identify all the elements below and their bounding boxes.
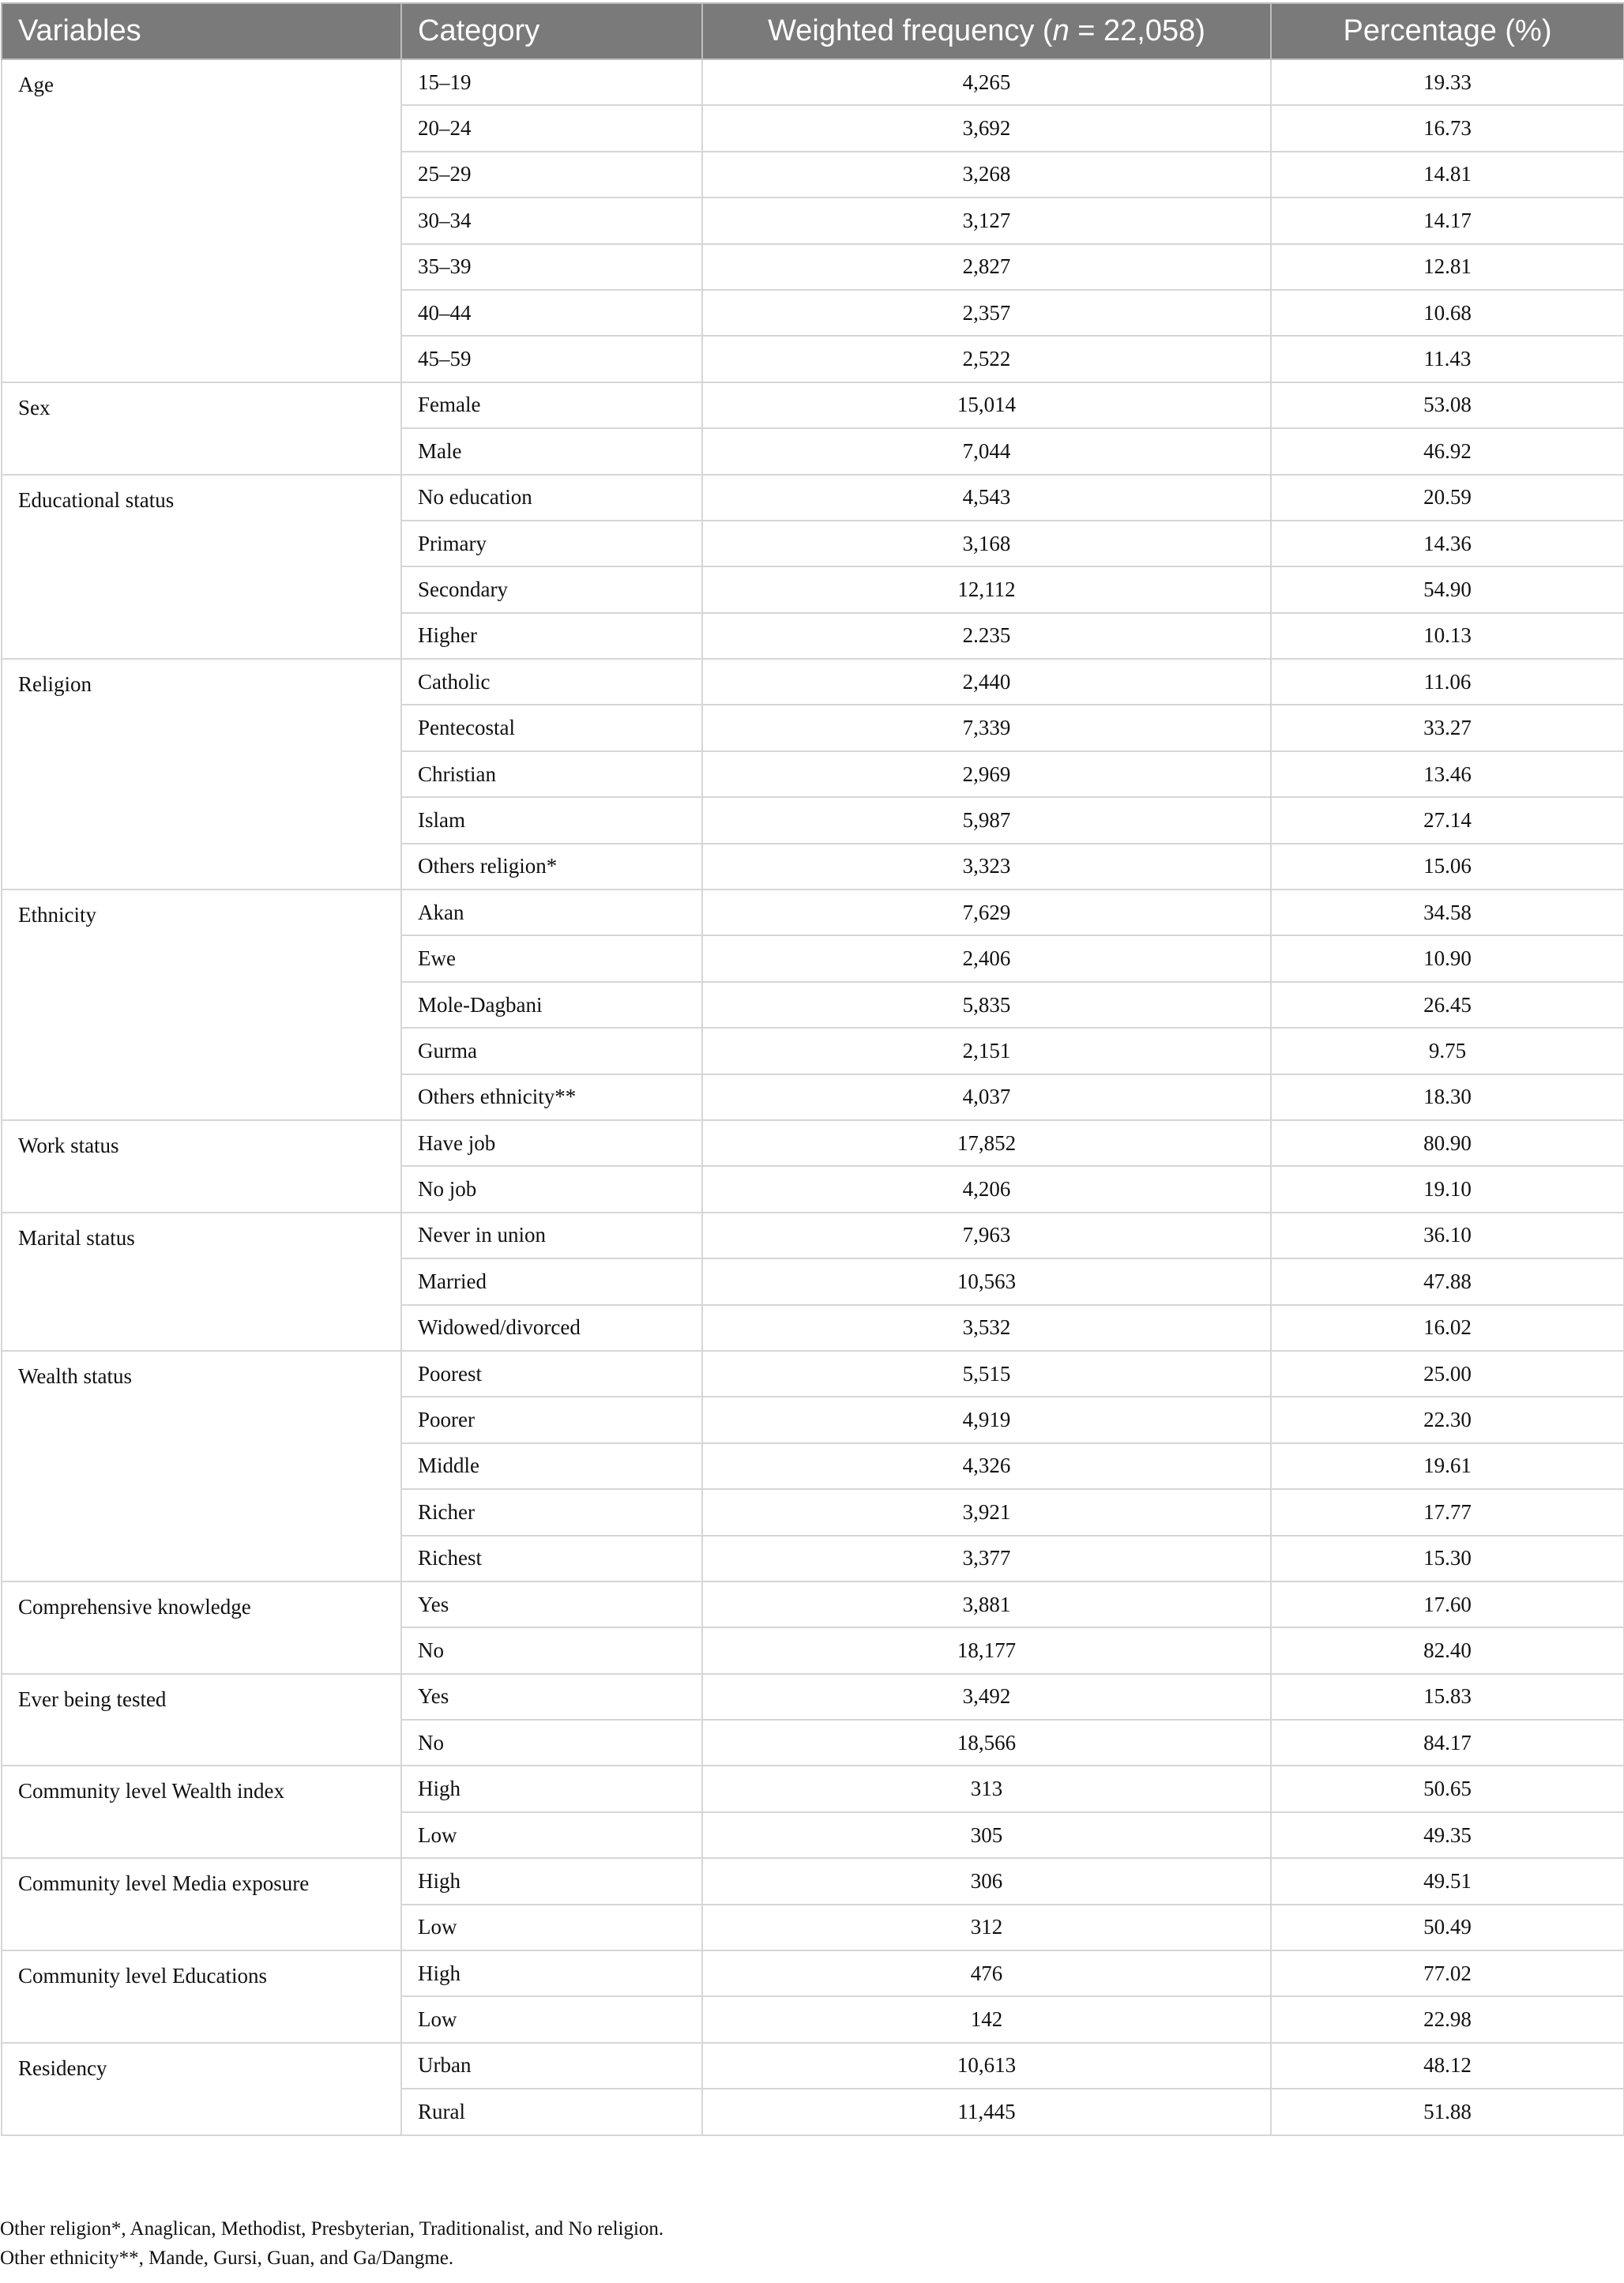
category-cell: 45–59	[401, 336, 702, 382]
frequency-cell: 2,151	[702, 1028, 1271, 1074]
percentage-cell: 16.02	[1271, 1305, 1624, 1351]
percentage-cell: 14.17	[1271, 197, 1624, 243]
table-row	[2, 1351, 1624, 1397]
percentage-cell: 51.88	[1271, 2089, 1624, 2134]
category-cell: Poorest	[401, 1351, 702, 1397]
category-cell: Male	[401, 428, 702, 474]
variable-cell: Comprehensive knowledge	[2, 1582, 401, 1674]
percentage-cell: 12.81	[1271, 244, 1624, 290]
frequency-cell: 7,963	[702, 1213, 1271, 1258]
percentage-cell: 49.51	[1271, 1858, 1624, 1904]
category-cell: Yes	[401, 1674, 702, 1720]
frequency-cell: 10,563	[702, 1258, 1271, 1304]
header-percentage: Percentage (%)	[1271, 3, 1624, 59]
frequency-cell: 3,492	[702, 1674, 1271, 1720]
category-cell: Rural	[401, 2089, 702, 2134]
category-cell: 15–19	[401, 59, 702, 105]
frequency-cell: 2,357	[702, 290, 1271, 336]
frequency-cell: 5,987	[702, 797, 1271, 843]
table-row	[2, 890, 1624, 935]
percentage-cell: 20.59	[1271, 475, 1624, 521]
percentage-cell: 22.30	[1271, 1397, 1624, 1442]
frequency-cell: 4,206	[702, 1166, 1271, 1212]
table-row	[2, 382, 1624, 428]
percentage-cell: 36.10	[1271, 1213, 1624, 1258]
category-cell: Secondary	[401, 566, 702, 612]
category-cell: Gurma	[401, 1028, 702, 1074]
frequency-cell: 4,265	[702, 59, 1271, 105]
frequency-cell: 476	[702, 1950, 1271, 1996]
header-category: Category	[401, 3, 702, 59]
percentage-cell: 19.61	[1271, 1443, 1624, 1489]
percentage-cell: 18.30	[1271, 1074, 1624, 1120]
frequency-cell: 2,827	[702, 244, 1271, 290]
variable-cell: Age	[2, 59, 401, 382]
variable-cell: Residency	[2, 2043, 401, 2135]
table-row	[2, 1766, 1624, 1811]
percentage-cell: 19.10	[1271, 1166, 1624, 1212]
category-cell: 25–29	[401, 152, 702, 197]
percentage-cell: 53.08	[1271, 382, 1624, 428]
variable-cell: Community level Wealth index	[2, 1766, 401, 1858]
category-cell: Low	[401, 1905, 702, 1950]
percentage-cell: 77.02	[1271, 1950, 1624, 1996]
category-cell: Widowed/divorced	[401, 1305, 702, 1351]
category-cell: Mole-Dagbani	[401, 982, 702, 1028]
percentage-cell: 54.90	[1271, 566, 1624, 612]
percentage-cell: 82.40	[1271, 1627, 1624, 1673]
category-cell: Middle	[401, 1443, 702, 1489]
table-row	[2, 59, 1624, 105]
frequency-cell: 18,177	[702, 1627, 1271, 1673]
frequency-cell: 3,268	[702, 152, 1271, 197]
variable-cell: Community level Media exposure	[2, 1858, 401, 1950]
percentage-cell: 47.88	[1271, 1258, 1624, 1304]
header-frequency	[702, 3, 1271, 59]
variable-cell: Ethnicity	[2, 890, 401, 1120]
frequency-cell: 7,629	[702, 890, 1271, 935]
frequency-cell: 3,532	[702, 1305, 1271, 1351]
table-row	[2, 1950, 1624, 1996]
percentage-cell: 34.58	[1271, 890, 1624, 935]
percentage-cell: 84.17	[1271, 1720, 1624, 1766]
percentage-cell: 16.73	[1271, 105, 1624, 151]
percentage-cell: 50.65	[1271, 1766, 1624, 1811]
variable-cell: Sex	[2, 382, 401, 475]
frequency-cell: 12,112	[702, 566, 1271, 612]
category-cell: Married	[401, 1258, 702, 1304]
frequency-cell: 3,168	[702, 521, 1271, 566]
category-cell: Akan	[401, 890, 702, 935]
category-cell: Others religion*	[401, 844, 702, 890]
category-cell: Low	[401, 1812, 702, 1858]
frequency-cell: 2.235	[702, 613, 1271, 659]
percentage-cell: 49.35	[1271, 1812, 1624, 1858]
percentage-cell: 27.14	[1271, 797, 1624, 843]
footnotes	[0, 2214, 664, 2273]
category-cell: 20–24	[401, 105, 702, 151]
percentage-cell: 9.75	[1271, 1028, 1624, 1074]
header-frequency-suffix: = 22,058)	[1069, 14, 1205, 47]
variable-cell: Wealth status	[2, 1351, 401, 1582]
category-cell: No	[401, 1627, 702, 1673]
frequency-cell: 3,323	[702, 844, 1271, 890]
header-row	[2, 3, 1624, 59]
category-cell: Never in union	[401, 1213, 702, 1258]
frequency-cell: 2,406	[702, 935, 1271, 981]
category-cell: Have job	[401, 1120, 702, 1166]
percentage-cell: 19.33	[1271, 59, 1624, 105]
category-cell: Low	[401, 1996, 702, 2042]
frequency-cell: 305	[702, 1812, 1271, 1858]
frequency-cell: 3,692	[702, 105, 1271, 151]
frequency-cell: 7,044	[702, 428, 1271, 474]
footnote-religion: Other religion*, Anaglican, Methodist, Presbyterian, Traditionalist, and No religion.	[0, 2218, 664, 2240]
variable-cell: Educational status	[2, 475, 401, 660]
percentage-cell: 50.49	[1271, 1905, 1624, 1950]
percentage-cell: 15.83	[1271, 1674, 1624, 1720]
table-row	[2, 659, 1624, 705]
percentage-cell: 17.60	[1271, 1582, 1624, 1627]
percentage-cell: 26.45	[1271, 982, 1624, 1028]
descriptive-table	[1, 2, 1624, 2136]
category-cell: Others ethnicity**	[401, 1074, 702, 1120]
variable-cell: Marital status	[2, 1213, 401, 1351]
variable-cell: Ever being tested	[2, 1674, 401, 1766]
frequency-cell: 142	[702, 1996, 1271, 2042]
percentage-cell: 17.77	[1271, 1489, 1624, 1535]
percentage-cell: 10.68	[1271, 290, 1624, 336]
table-row	[2, 1858, 1624, 1904]
category-cell: Poorer	[401, 1397, 702, 1442]
frequency-cell: 2,522	[702, 336, 1271, 382]
category-cell: Richer	[401, 1489, 702, 1535]
category-cell: Christian	[401, 751, 702, 797]
frequency-cell: 312	[702, 1905, 1271, 1950]
percentage-cell: 14.36	[1271, 521, 1624, 566]
percentage-cell: 46.92	[1271, 428, 1624, 474]
percentage-cell: 15.30	[1271, 1536, 1624, 1582]
category-cell: Ewe	[401, 935, 702, 981]
table-row	[2, 1674, 1624, 1720]
frequency-cell: 4,543	[702, 475, 1271, 521]
frequency-cell: 3,377	[702, 1536, 1271, 1582]
frequency-cell: 5,515	[702, 1351, 1271, 1397]
percentage-cell: 15.06	[1271, 844, 1624, 890]
percentage-cell: 13.46	[1271, 751, 1624, 797]
header-variables: Variables	[2, 3, 401, 59]
percentage-cell: 22.98	[1271, 1996, 1624, 2042]
category-cell: No	[401, 1720, 702, 1766]
percentage-cell: 11.06	[1271, 659, 1624, 705]
percentage-cell: 10.90	[1271, 935, 1624, 981]
frequency-cell: 2,969	[702, 751, 1271, 797]
category-cell: Islam	[401, 797, 702, 843]
category-cell: Higher	[401, 613, 702, 659]
frequency-cell: 10,613	[702, 2043, 1271, 2089]
frequency-cell: 306	[702, 1858, 1271, 1904]
percentage-cell: 25.00	[1271, 1351, 1624, 1397]
category-cell: Urban	[401, 2043, 702, 2089]
frequency-cell: 3,881	[702, 1582, 1271, 1627]
percentage-cell: 10.13	[1271, 613, 1624, 659]
frequency-cell: 18,566	[702, 1720, 1271, 1766]
footnote-ethnicity: Other ethnicity**, Mande, Gursi, Guan, and Ga/Dangme.	[0, 2247, 454, 2269]
frequency-cell: 4,326	[702, 1443, 1271, 1489]
frequency-cell: 7,339	[702, 705, 1271, 750]
category-cell: Catholic	[401, 659, 702, 705]
header-frequency-n: n	[1052, 14, 1070, 47]
category-cell: Primary	[401, 521, 702, 566]
table-row	[2, 1582, 1624, 1627]
frequency-cell: 3,127	[702, 197, 1271, 243]
category-cell: 40–44	[401, 290, 702, 336]
table-body	[2, 59, 1624, 2135]
frequency-cell: 11,445	[702, 2089, 1271, 2134]
table-row	[2, 2043, 1624, 2089]
category-cell: No education	[401, 475, 702, 521]
percentage-cell: 33.27	[1271, 705, 1624, 750]
category-cell: No job	[401, 1166, 702, 1212]
frequency-cell: 17,852	[702, 1120, 1271, 1166]
frequency-cell: 5,835	[702, 982, 1271, 1028]
frequency-cell: 4,919	[702, 1397, 1271, 1442]
category-cell: Female	[401, 382, 702, 428]
frequency-cell: 4,037	[702, 1074, 1271, 1120]
category-cell: Yes	[401, 1582, 702, 1627]
frequency-cell: 2,440	[702, 659, 1271, 705]
percentage-cell: 14.81	[1271, 152, 1624, 197]
category-cell: High	[401, 1858, 702, 1904]
percentage-cell: 80.90	[1271, 1120, 1624, 1166]
category-cell: Richest	[401, 1536, 702, 1582]
frequency-cell: 3,921	[702, 1489, 1271, 1535]
frequency-cell: 15,014	[702, 382, 1271, 428]
variable-cell: Religion	[2, 659, 401, 890]
percentage-cell: 48.12	[1271, 2043, 1624, 2089]
frequency-cell: 313	[702, 1766, 1271, 1811]
table-row	[2, 1213, 1624, 1258]
header-frequency-prefix: Weighted frequency (	[768, 14, 1053, 47]
variable-cell: Community level Educations	[2, 1950, 401, 2043]
category-cell: High	[401, 1950, 702, 1996]
percentage-cell: 11.43	[1271, 336, 1624, 382]
variable-cell: Work status	[2, 1120, 401, 1213]
table-row	[2, 1120, 1624, 1166]
category-cell: Pentecostal	[401, 705, 702, 750]
category-cell: 35–39	[401, 244, 702, 290]
category-cell: 30–34	[401, 197, 702, 243]
category-cell: High	[401, 1766, 702, 1811]
table-row	[2, 475, 1624, 521]
table-header	[2, 3, 1624, 59]
